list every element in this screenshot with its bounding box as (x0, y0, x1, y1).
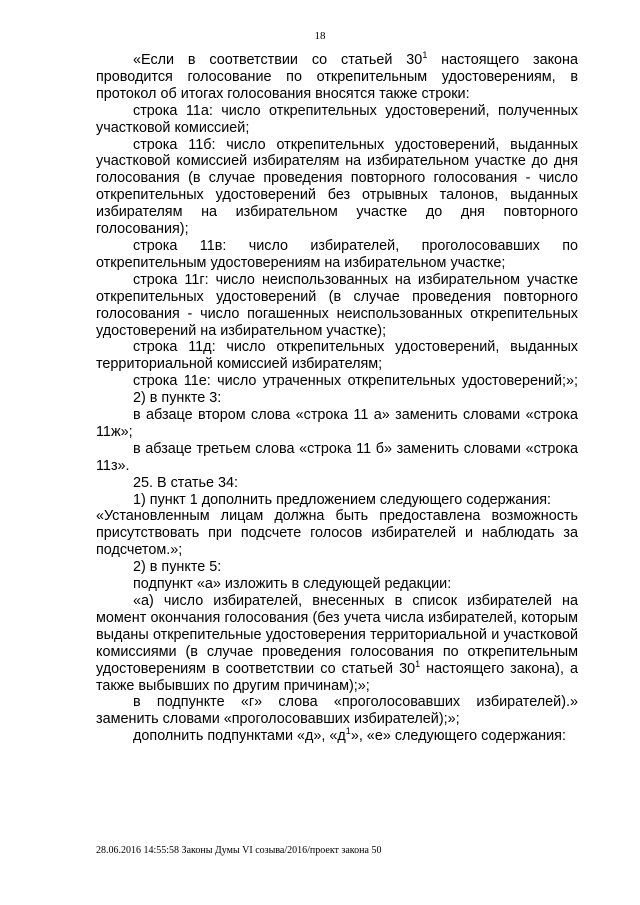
paragraph: дополнить подпунктами «д», «$д^1$», «е» следующего содержания: (133, 726, 566, 745)
paragraph: 2) в пункте 3: (133, 390, 222, 407)
page-number: 18 (314, 30, 326, 42)
paragraph: в подпункте «г» слова «проголосовавших избирателей).» заменить словами «проголосовавших избирателей);»; (96, 694, 578, 728)
paragraph: строка 11в: число избирателей, проголосовавших по открепительным удостоверениям на избирательном участке; (96, 237, 578, 271)
paragraph: в абзаце третьем слова «строка 11 б» заменить словами «строка 11з». (96, 440, 578, 474)
paragraph: строка 11г: число неиспользованных на избирательном участке открепительных удостоверений (в случае проведения повторного голосования - число погашенных неиспользованных открепительных удостоверений на избирательном участке); (96, 271, 578, 339)
paragraph: «Установленным лицам должна быть предоставлена возможность присутствовать при подсчете голосов избирателей и наблюдать за подсчетом.»; (96, 508, 578, 559)
paragraph: 2) в пункте 5: (133, 559, 222, 576)
paragraph: строка 11д: число открепительных удостоверений, выданных территориальной комиссией избирателям; (96, 339, 578, 373)
paragraph: подпункт «а» изложить в следующей редакции: (133, 576, 452, 593)
paragraph: строка 11а: число открепительных удостоверений, полученных участковой комиссией; (96, 102, 578, 136)
paragraph: строка 11б: число открепительных удостоверений, выданных участковой комиссией избирателям на избирательном участке до дня голосования (в случае проведения повторного голосования - число открепительных удостоверений без отрывных талонов, выданных избирателям на избирательном участке до дня повторного голосования); (96, 136, 578, 238)
paragraph: «Если в соответствии со статьей $30^1$ настоящего закона проводится голосование по открепительным удостоверениям, в протокол об итогах голосования вносятся также строки: (96, 50, 579, 102)
paragraph: в абзаце втором слова «строка 11 а» заменить словами «строка 11ж»; (96, 407, 578, 440)
paragraph: строка 11е: число утраченных открепительных удостоверений;»; (133, 373, 578, 390)
paragraph: «а) число избирателей, внесенных в список избирателей на момент окончания голосования (без учета числа избирателей, которым выданы открепительные удостоверения территориальной и участковой комиссиями (в случае проведения голосования по открепительным удостоверениям в соответствии со статьей $30^1$ настоящего закона), а также выбывших по другим причинам);»; (96, 593, 578, 694)
paragraph: 1) пункт 1 дополнить предложением следующего содержания: (133, 491, 552, 508)
paragraph: 25. В статье 34: (133, 474, 239, 491)
document-footer: 28.06.2016 14:55:58 Законы Думы VI созыва/2016/проект закона 50 (96, 845, 382, 856)
document-body (96, 52, 578, 745)
